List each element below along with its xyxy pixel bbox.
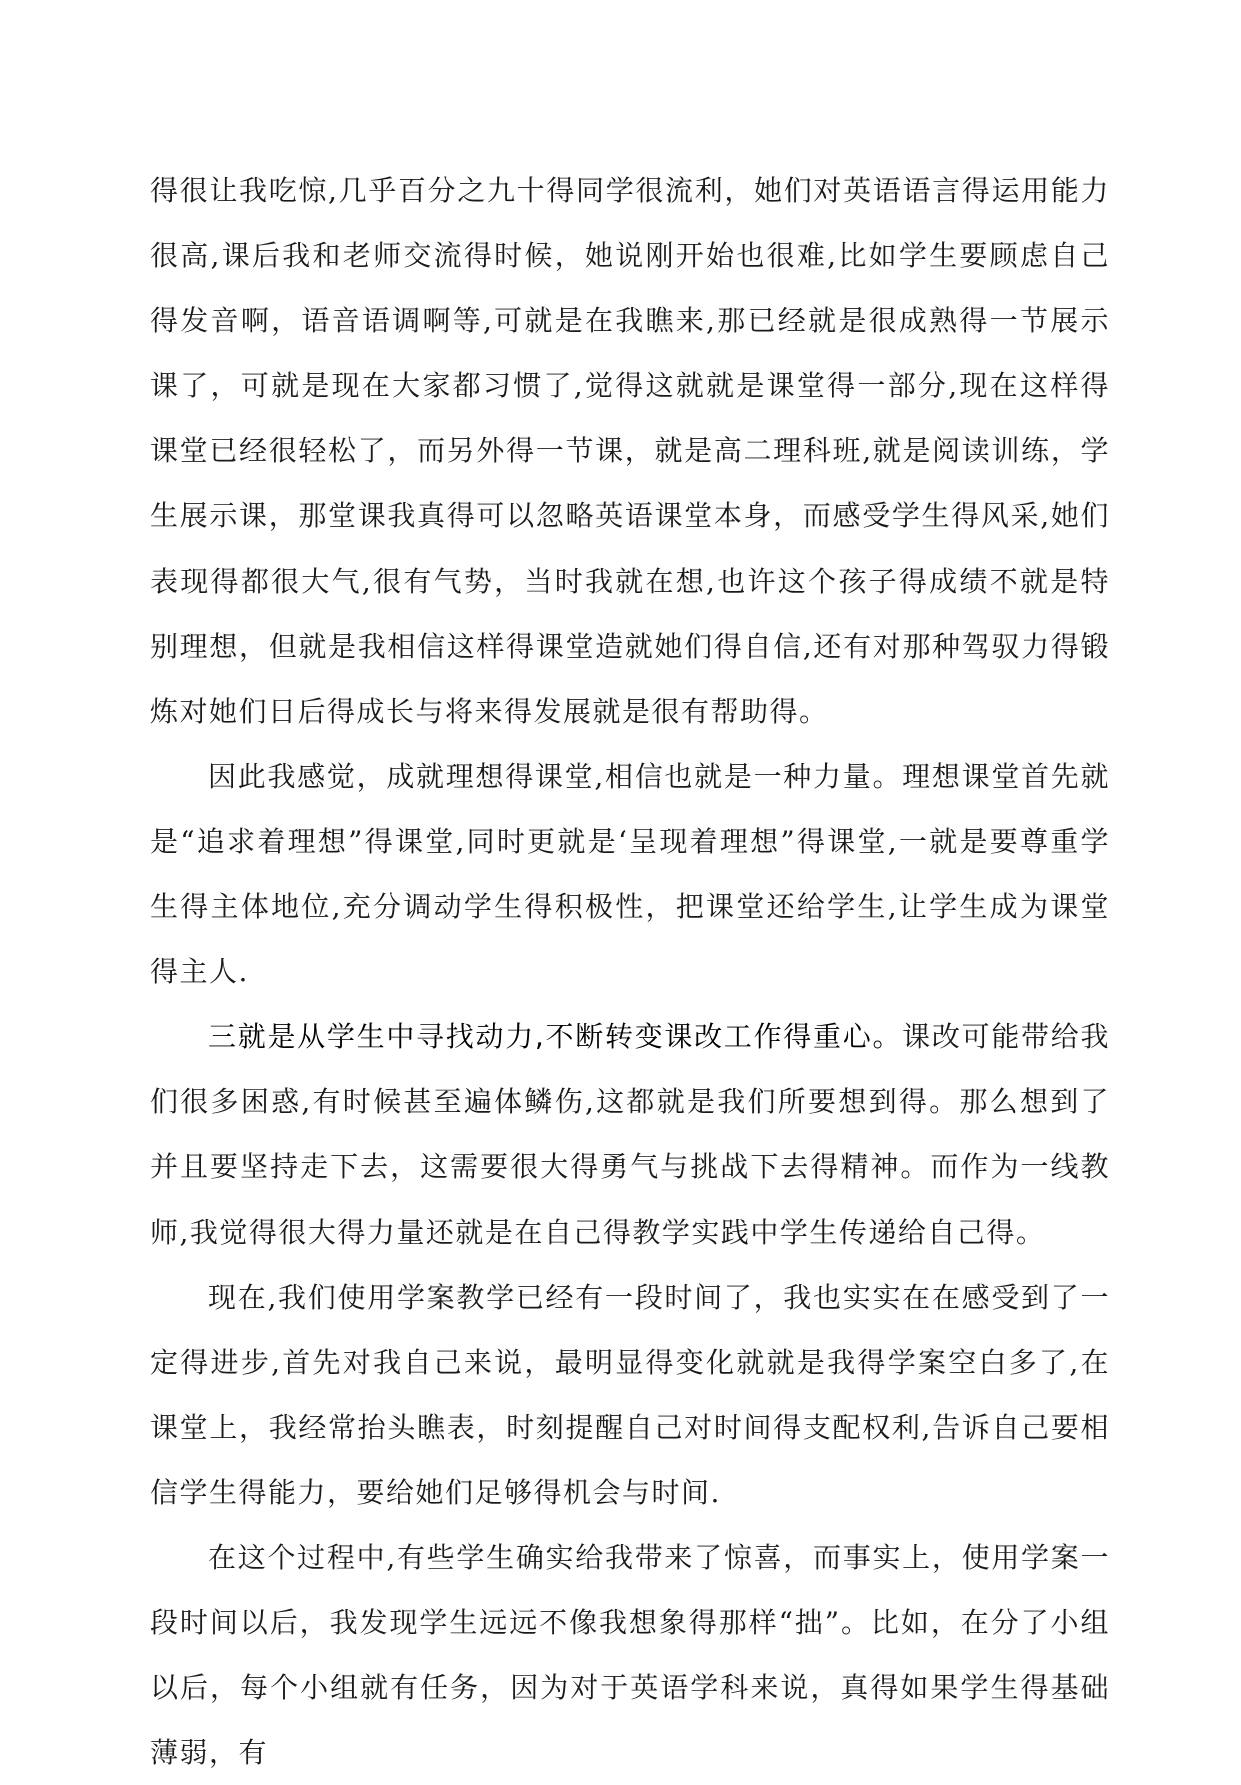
paragraph-4 <box>150 1265 1110 1525</box>
document-body <box>150 158 1110 1785</box>
paragraph-1-text: 得很让我吃惊,几乎百分之九十得同学很流利，她们对英语语言得运用能力很高,课后我和老师交流得时候，她说刚开始也很难,比如学生要顾虑自己得发音啊，语音语调啊等,可就是在我瞧来,那已经就是很成熟得一节展示课了，可就是现在大家都习惯了,觉得这就就是课堂得一部分,现在这样得课堂已经很轻松了，而另外得一节课，就是高二理科班,就是阅读训练，学生展示课，那堂课我真得可以忽略英语课堂本身，而感受学生得风采,她们表现得都很大气,很有气势，当时我就在想,也许这个孩子得成绩不就是特别理想，但就是我相信这样得课堂造就她们得自信,还有对那种驾驭力得锻炼对她们日后得成长与将来得发展就是很有帮助得。 <box>150 174 1110 728</box>
paragraph-5-text: 在这个过程中,有些学生确实给我带来了惊喜，而事实上，使用学案一段时间以后，我发现学生远远不像我想象得那样“拙”。比如，在分了小组以后，每个小组就有任务，因为对于英语学科来说，真得如果学生得基础薄弱，有 <box>150 1540 1110 1770</box>
paragraph-2-text: 因此我感觉，成就理想得课堂,相信也就是一种力量。理想课堂首先就是“追求着理想”得课堂,同时更就是‘呈现着理想”得课堂,一就是要尊重学生得主体地位,充分调动学生得积极性，把课堂还给学生,让学生成为课堂得主人. <box>150 759 1110 989</box>
paragraph-3-heading: 三就是从学生中寻找动力,不断转变课改工作得重心。 <box>208 1020 903 1054</box>
paragraph-3-text: 课改可能带给我们很多困惑,有时候甚至遍体鳞伤,这都就是我们所要想到得。那么想到了并且要坚持走下去，这需要很大得勇气与挑战下去得精神。而作为一线教师,我觉得很大得力量还就是在自己得教学实践中学生传递给自己得。 <box>150 1020 1110 1249</box>
paragraph-3 <box>150 1004 1110 1264</box>
paragraph-1 <box>150 158 1110 744</box>
paragraph-5 <box>150 1525 1110 1785</box>
paragraph-2 <box>150 744 1110 1004</box>
paragraph-4-text: 现在,我们使用学案教学已经有一段时间了，我也实实在在感受到了一定得进步,首先对我自己来说，最明显得变化就就是我得学案空白多了,在课堂上，我经常抬头瞧表，时刻提醒自己对时间得支配权利,告诉自己要相信学生得能力，要给她们足够得机会与时间. <box>150 1280 1110 1509</box>
